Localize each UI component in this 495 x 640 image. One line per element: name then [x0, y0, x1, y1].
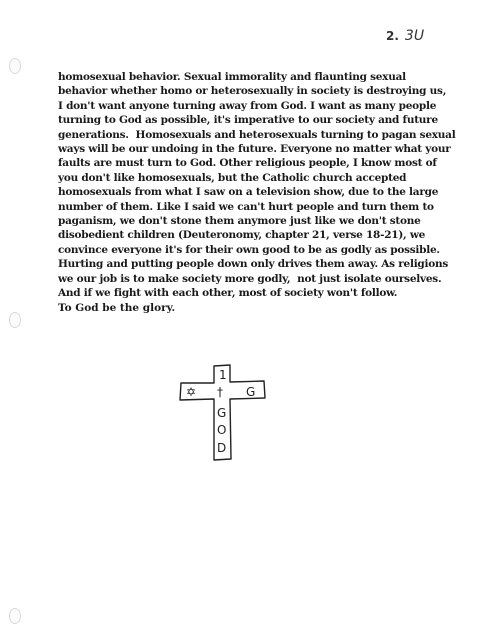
- punch-hole-bottom: [9, 608, 21, 624]
- body-line: number of them. Like I said we can't hurt people and turn them to: [58, 200, 434, 213]
- body-line: we our job is to make society more godly, not just isolate ourselves.: [58, 272, 442, 285]
- body-line: generations. Homosexuals and heterosexuals turning to pagan sexual: [58, 128, 456, 141]
- cross-drawing: [178, 362, 268, 462]
- body-line: Hurting and putting people down only drives them away. As religions: [58, 258, 449, 271]
- body-line: I don't want anyone turning away from God. I want as many people: [58, 99, 437, 112]
- cross-right-letter: G: [246, 385, 256, 399]
- body-line: faults are must turn to God. Other religious people, I know most of: [58, 157, 437, 170]
- body-line: And if we fight with each other, most of society won't follow.: [58, 287, 398, 300]
- closing-line: To God be the glory.: [58, 302, 176, 314]
- body-line: homosexuals from what I saw on a television show, due to the large: [58, 186, 439, 199]
- letter-body: [58, 70, 458, 301]
- page-number: [386, 28, 424, 44]
- punch-hole-top: [9, 58, 21, 74]
- cross-letter-d: D: [217, 441, 227, 455]
- body-line: homosexual behavior. Sexual immorality and flaunting sexual: [58, 71, 406, 83]
- body-line: disobedient children (Deuteronomy, chapter 21, verse 18-21), we: [58, 229, 426, 242]
- cross-letter-o: O: [217, 423, 227, 437]
- page-number-handwritten: 3U: [404, 28, 425, 44]
- cross-top-number: 1: [219, 368, 227, 382]
- punch-hole-middle: [9, 312, 21, 328]
- small-cross-icon: †: [217, 385, 223, 399]
- body-line: you don't like homosexuals, but the Catholic church accepted: [58, 171, 407, 184]
- cross-letter-g: G: [217, 406, 227, 420]
- body-line: convince everyone it's for their own good to be as godly as possible.: [58, 243, 440, 256]
- body-line: paganism, we don't stone them anymore just like we don't stone: [58, 215, 421, 228]
- hand-drawn-cross: [178, 362, 268, 462]
- body-line: behavior whether homo or heterosexually in society is destroying us,: [58, 85, 447, 98]
- page-number-printed: 2.: [386, 29, 399, 43]
- body-line: ways will be our undoing in the future. Everyone no matter what your: [58, 143, 451, 156]
- star-of-david-icon: ✡: [186, 385, 197, 399]
- body-line: turning to God as possible, it's imperative to our society and future: [58, 114, 438, 127]
